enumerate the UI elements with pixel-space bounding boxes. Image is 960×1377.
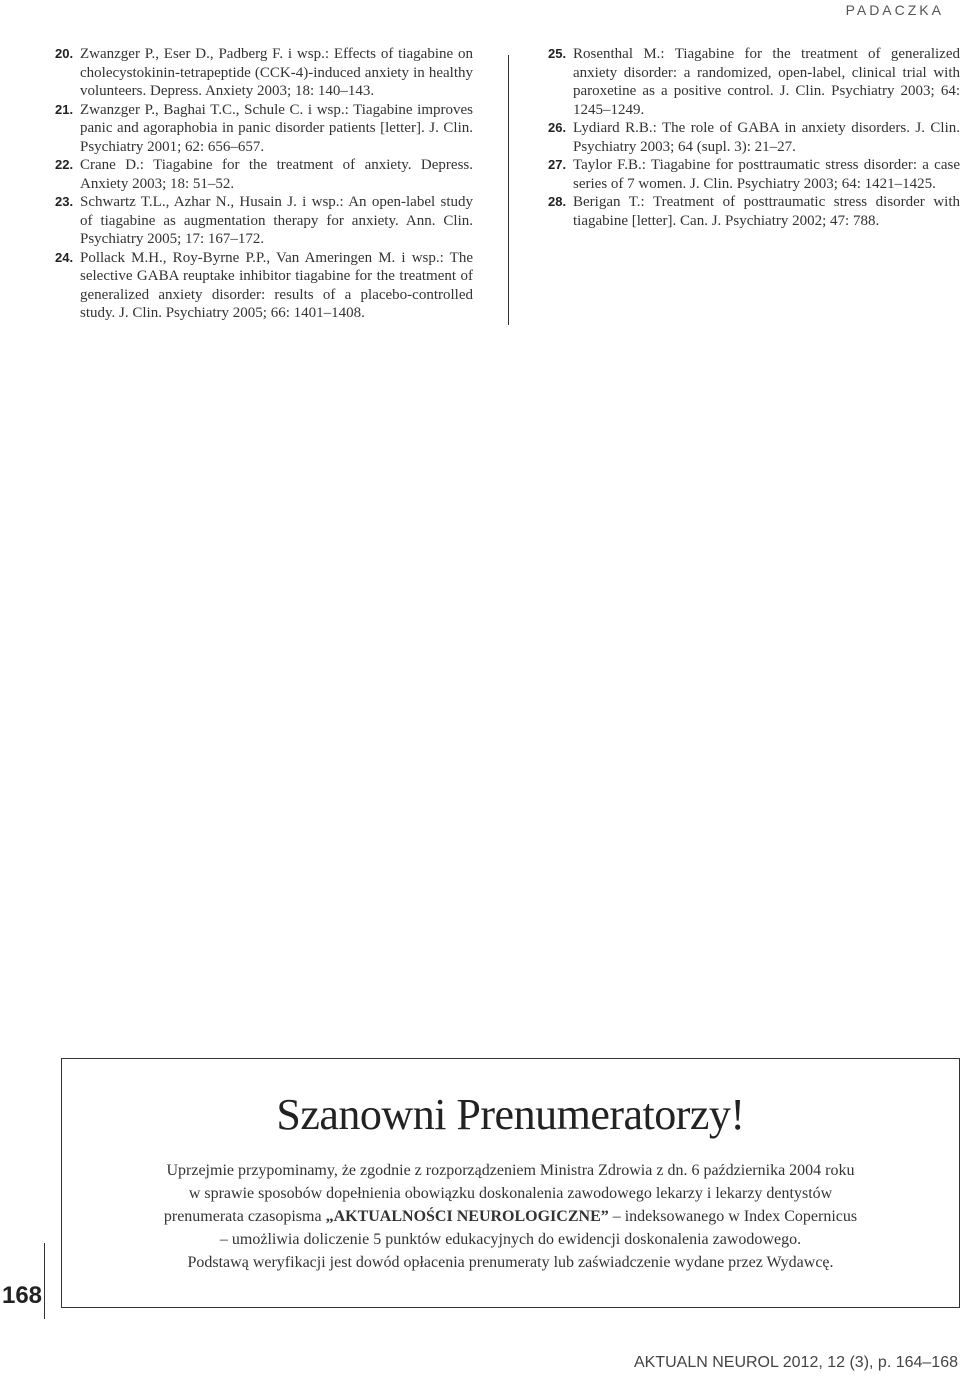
reference-item — [55, 45, 473, 101]
reference-text: Zwanzger P., Eser D., Padberg F. i wsp.: Effects of tiagabine on cholecystokinin-tetrapeptide (CCK-4)-induced anxiety in healthy volunteers. Depress. Anxiety 2003; 18: 140–143. — [80, 46, 473, 99]
reference-text: Schwartz T.L., Azhar N., Husain J. i wsp.: An open-label study of tiagabine as augmentation therapy for anxiety. Ann. Clin. Psychiatry 2005; 17: 167–172. — [80, 194, 473, 247]
reference-item — [55, 101, 473, 157]
reference-text: Berigan T.: Treatment of posttraumatic stress disorder with tiagabine [letter]. Can. J. Psychiatry 2002; 47: 788. — [573, 194, 960, 229]
references-right-column — [548, 45, 960, 230]
footer-citation: AKTUALN NEUROL 2012, 12 (3), p. 164–168 — [633, 1354, 958, 1371]
running-head: PADACZKA — [845, 2, 944, 18]
reference-item — [548, 119, 960, 156]
notice-body — [92, 1159, 929, 1274]
subscriber-notice-box — [61, 1058, 960, 1308]
reference-number: 23. — [55, 194, 74, 209]
reference-text: Taylor F.B.: Tiagabine for posttraumatic stress disorder: a case series of 7 women. J. Clin. Psychiatry 2003; 64: 1421–1425. — [573, 157, 960, 192]
notice-line — [92, 1205, 929, 1228]
notice-line3-suffix: – indeksowanego w Index Copernicus — [608, 1208, 858, 1225]
reference-number: 24. — [55, 249, 74, 265]
reference-number: 21. — [55, 101, 74, 117]
reference-item — [55, 156, 473, 193]
notice-title: Szanowni Prenumeratorzy! — [276, 1090, 745, 1139]
reference-text: Zwanzger P., Baghai T.C., Schule C. i wsp.: Tiagabine improves panic and agoraphobia in panic disorder patients [letter]. J. Clin. Psychiatry 2001; 62: 656–657. — [80, 101, 473, 155]
column-divider — [508, 55, 509, 325]
notice-line: – umożliwia doliczenie 5 punktów edukacyjnych do ewidencji doskonalenia zawodowego. — [219, 1231, 802, 1248]
reference-item — [55, 249, 473, 323]
reference-text: Pollack M.H., Roy-Byrne P.P., Van Ameringen M. i wsp.: The selective GABA reuptake inhibitor tiagabine for the treatment of generalized anxiety disorder: results of a placebo-controlled study. J. Clin. Psychiatry 2005; 66: 1401–1408. — [80, 249, 473, 321]
reference-text: Lydiard R.B.: The role of GABA in anxiety disorders. J. Clin. Psychiatry 2003; 64 (supl. 3): 21–27. — [573, 120, 960, 155]
reference-text: Rosenthal M.: Tiagabine for the treatment of generalized anxiety disorder: a randomized, open-label, clinical trial with paroxetine as a positive control. J. Clin. Psychiatry 2003; 64: 1245–1249. — [573, 46, 960, 118]
reference-number: 26. — [548, 120, 567, 135]
page-number-rule — [44, 1243, 45, 1319]
references-left-column — [55, 45, 473, 323]
page-number: 168 — [1, 1282, 43, 1309]
reference-number: 27. — [548, 157, 567, 172]
notice-line: Podstawą weryfikacji jest dowód opłacenia prenumeraty lub zaświadczenie wydane przez Wydawcę. — [187, 1254, 834, 1271]
notice-line3-prefix: prenumerata czasopisma — [163, 1208, 326, 1225]
notice-line: w sprawie sposobów dopełnienia obowiązku doskonalenia zawodowego lekarzy i lekarzy dentystów — [188, 1185, 833, 1202]
reference-number: 22. — [55, 157, 74, 172]
reference-item — [548, 193, 960, 230]
reference-item — [55, 193, 473, 249]
reference-text: Crane D.: Tiagabine for the treatment of anxiety. Depress. Anxiety 2003; 18: 51–52. — [80, 157, 473, 192]
reference-number: 28. — [548, 194, 567, 209]
journal-name: „AKTUALNOŚCI NEUROLOGICZNE” — [325, 1208, 609, 1225]
reference-item — [548, 156, 960, 193]
reference-number: 20. — [55, 46, 74, 61]
notice-line: Uprzejmie przypominamy, że zgodnie z rozporządzeniem Ministra Zdrowia z dn. 6 października 2004 roku — [166, 1162, 855, 1179]
reference-number: 25. — [548, 46, 567, 61]
reference-item — [548, 45, 960, 119]
